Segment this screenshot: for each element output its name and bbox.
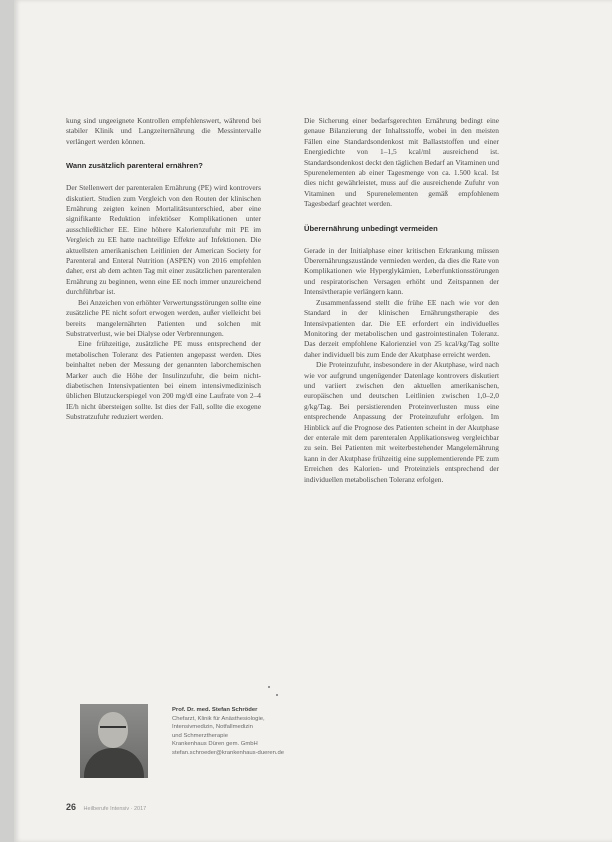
author-box [80, 704, 340, 782]
section-heading-overnutrition: Überernährung unbedingt vermeiden [304, 223, 438, 233]
right-paragraph-3: Zusammenfassend stellt die frühe EE nach wie vor den Standard in der klinischen Ernährungstherapie des Intensivpatienten dar. Die EE erfordert ein individuelles Monitoring der metabolischen und gastrointestinalen Toleranz. Das derzeit empfohlene Kalorienziel von 25 kcal/kg/Tag sollte daher individuell bis zum Ende der Akutphase erreicht werden. [304, 297, 499, 359]
right-paragraph-1: Die Sicherung einer bedarfsgerechten Ernährung bedingt eine genaue Bilanzierung der Inhaltsstoffe, wobei in den meisten Fällen eine Standardsondenkost mit Ballaststoffen und einer Energiedichte von 1–1,5 kcal/ml ausreichend ist. Standardsondenkost deckt den täglichen Bedarf an Vitaminen und Spurenelementen ab einer Tagesmenge von ca. 1.500 kcal. Ist dies nicht gewährleistet, muss auf die ausreichende Zufuhr von Vitaminen und Spurenelementen gemäß empfohlenem Tagesbedarf geachtet werden. [304, 116, 500, 209]
author-line-1: Chefarzt, Klinik für Anästhesiologie, [172, 715, 265, 722]
author-line-3: und Schmerztherapie [172, 732, 228, 739]
section-heading-parenteral: Wann zusätzlich parenteral ernähren? [66, 161, 203, 171]
left-paragraph-4: Eine frühzeitige, zusätzliche PE muss entsprechend der metabolischen Toleranz des Patienten angepasst werden. Dies beinhaltet neben der Messung der genannten laborchemischen Marker auch die Höhe der Insulinzufuhr, die beim nicht-diabetischen Intensivpatienten bei einem intensivmedizinisch üblichen Blutzuckerspiegel von 200 mg/dl eine Laufrate von 2–4 IE/h nicht übersteigen sollte. Ist dies der Fall, sollte die exogene Substratzufuhr reduziert werden. [66, 339, 261, 422]
speck [276, 694, 278, 696]
author-email: stefan.schroeder@krankenhaus-dueren.de [172, 749, 285, 756]
right-paragraph-4: Die Proteinzufuhr, insbesondere in der Akutphase, wird nach wie vor aufgrund ungenügender Datenlage kontrovers diskutiert und variiert zwischen den aktuellen amerikanischen, europäischen und deutschen Leitlinien zwischen 1,0–2,0 g/kg/Tag. Bei persistierenden Proteinverlusten muss eine entsprechende Anpassung der Proteinzufuhr erfolgen. Im Hinblick auf die Prognose des Patienten scheint in der Akutphase der enterale mit dem parenteralen Applikationsweg vergleichbar zu sein. Bei Patienten mit weiterbestehender Mangelernährung kann in der Akutphase frühzeitig eine supplementierende PE zum Erreichen des Kalorien- und Proteinziels entsprechend der individuellen metabolischen Toleranz erfolgen. [304, 360, 499, 484]
right-paragraph-2: Gerade in der Initialphase einer kritischen Erkrankung müssen Überernährungszustände vermieden werden, da dies die Rate von Komplikationen wie Hyperglykämien, Leberfunktionsstörungen und respiratorischen Versagen erhöht und Zeitspannen der Intensivtherapie verlängern kann. [304, 245, 499, 297]
page-number: 26 [66, 802, 77, 812]
author-name: Prof. Dr. med. Stefan Schröder [172, 707, 258, 713]
left-paragraph-1: kung sind ungeeignete Kontrollen empfehlenswert, während bei stabiler Klinik und Langzeiternährung die Messintervalle verlängert werden können. [66, 116, 261, 146]
speck [268, 686, 270, 688]
left-paragraph-2: Der Stellenwert der parenteralen Ernährung (PE) wird kontrovers diskutiert. Studien zum Vergleich von den Routen der klinischen Ernährung zeigten keinen Mortalitätsunterschied, aber eine signifikante Reduktion infektiöser Komplikationen unter ausschließlicher EE. Eine höhere Kalorienzufuhr mit PE im Vergleich zu EE hatte nachteilige Effekte auf Infektionen. Die aktuellsten amerikanischen Leitlinien der American Society for Parenteral and Enteral Nutrition (ASPEN) von 2016 empfehlen daher, erst ab dem achten Tag mit einer zusätzlichen parenteralen Ernährung zu beginnen, wenn eine EE noch immer unzureichend durchführbar ist. [66, 183, 261, 297]
left-paragraph-3: Bei Anzeichen von erhöhter Verwertungsstörungen sollte eine zusätzliche PE nicht sofort erwogen werden, außer vielleicht bei bereits mangelernährten Patienten und solchen mit Substratverlust, wie bei Dialyse oder Verbrennungen. [66, 297, 261, 338]
author-info [172, 706, 352, 758]
right-column [304, 116, 499, 485]
author-photo [80, 704, 148, 778]
author-line-2: Intensivmedizin, Notfallmedizin [172, 724, 253, 731]
author-line-4: Krankenhaus Düren gem. GmbH [172, 741, 258, 748]
page-footer [66, 802, 146, 812]
left-column [66, 116, 261, 423]
journal-name: Heilberufe Intensiv · 2017 [83, 806, 147, 812]
